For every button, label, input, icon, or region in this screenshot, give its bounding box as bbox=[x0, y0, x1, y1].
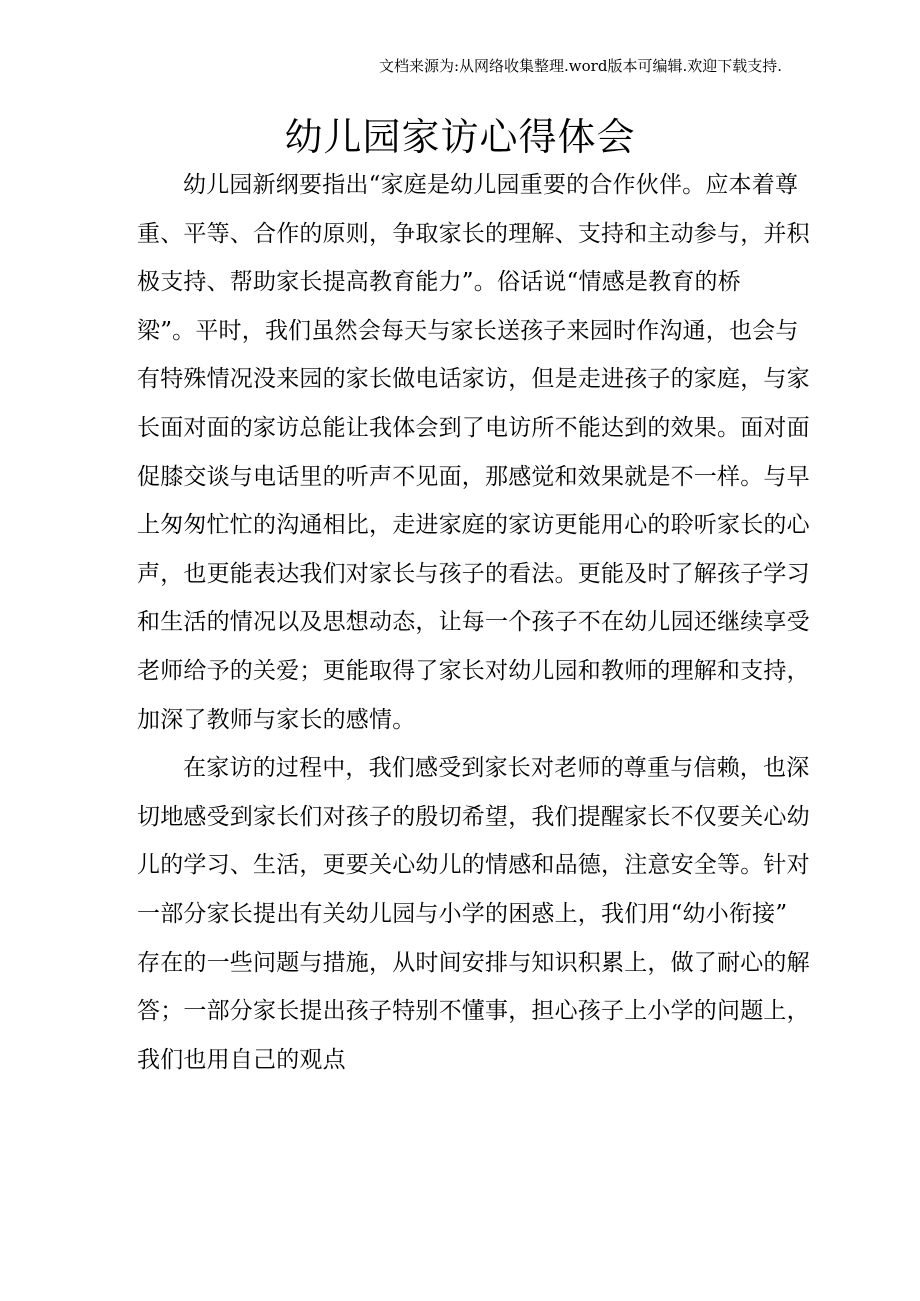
paragraph-line: 长面对面的家访总能让我体会到了电访所不能达到的效果。面对面 bbox=[137, 414, 810, 441]
paragraph-line: 有特殊情况没来园的家长做电话家访，但是走进孩子的家庭，与家 bbox=[137, 366, 810, 393]
document-body bbox=[137, 161, 810, 1084]
paragraph-line: 极支持、帮助家长提高教育能力”。俗话说“情感是教育的桥 bbox=[137, 269, 741, 296]
paragraph-line: 梁”。平时，我们虽然会每天与家长送孩子来园时作沟通，也会与 bbox=[137, 317, 799, 344]
paragraph-line: 老师给予的关爱；更能取得了家长对幼儿园和教师的理解和支持， bbox=[137, 657, 810, 684]
paragraph-line: 答；一部分家长提出孩子特别不懂事，担心孩子上小学的问题上， bbox=[137, 998, 810, 1025]
paragraph-2 bbox=[137, 744, 810, 1084]
paragraph-line: 儿的学习、生活，更要关心幼儿的情感和品德，注意安全等。针对 bbox=[137, 852, 810, 879]
paragraph-line: 和生活的情况以及思想动态，让每一个孩子不在幼儿园还继续享受 bbox=[137, 609, 810, 636]
paragraph-line: 重、平等、合作的原则，争取家长的理解、支持和主动参与，并积 bbox=[137, 220, 810, 247]
paragraph-line: 存在的一些问题与措施，从时间安排与知识积累上，做了耐心的解 bbox=[137, 949, 810, 976]
paragraph-line: 声，也更能表达我们对家长与孩子的看法。更能及时了解孩子学习 bbox=[137, 560, 810, 587]
paragraph-line: 促膝交谈与电话里的听声不见面，那感觉和效果就是不一样。与早 bbox=[137, 463, 810, 490]
paragraph-line: 幼儿园新纲要指出“家庭是幼儿园重要的合作伙伴。应本着尊 bbox=[183, 172, 799, 198]
paragraph-1 bbox=[137, 161, 810, 744]
source-note: 文档来源为:从网络收集整理.word版本可编辑.欢迎下载支持. bbox=[378, 57, 782, 75]
paragraph-line: 上匆匆忙忙的沟通相比，走进家庭的家访更能用心的聆听家长的心 bbox=[137, 512, 810, 539]
paragraph-line: 加深了教师与家长的感情。 bbox=[137, 706, 416, 733]
document-title: 幼儿园家访心得体会 bbox=[284, 115, 636, 160]
paragraph-line: 我们也用自己的观点 bbox=[137, 1046, 346, 1073]
paragraph-line: 一部分家长提出有关幼儿园与小学的困惑上，我们用“幼小衔接” bbox=[137, 900, 788, 927]
paragraph-line: 切地感受到家长们对孩子的殷切希望，我们提醒家长不仅要关心幼 bbox=[137, 803, 810, 830]
paragraph-line: 在家访的过程中，我们感受到家长对老师的尊重与信赖，也深 bbox=[183, 755, 810, 782]
